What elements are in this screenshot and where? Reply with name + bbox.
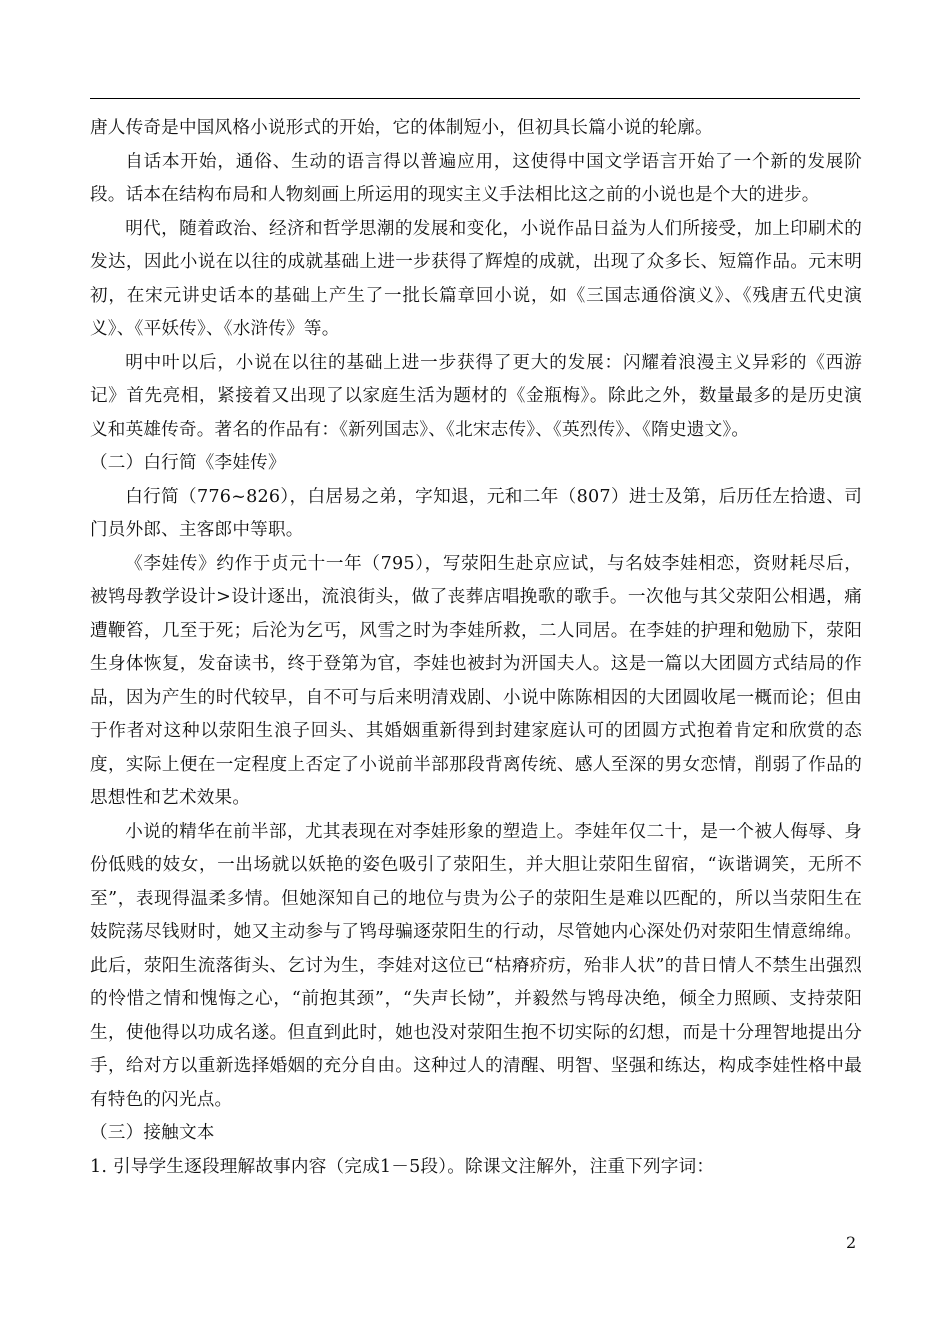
body-text	[90, 112, 862, 1184]
paragraph-li-wa-zhuan-summary: 《李娃传》约作于贞元十一年（795），写荥阳生赴京应试，与名妓李娃相恋，资财耗尽后，被鸨母教学设计>设计逐出，流浪街头，做了丧葬店唱挽歌的歌手。一次他与其父荥阳公相遇，痛遭鞭笞，几至于死；后沦为乞丐，风雪之时为李娃所救，二人同居。在李娃的护理和勉励下，荥阳生身体恢复，发奋读书，终于登第为官，李娃也被封为汧国夫人。这是一篇以大团圆方式结局的作品，因为产生的时代较早，自不可与后来明清戏剧、小说中陈陈相因的大团圆收尾一概而论；但由于作者对这种以荥阳生浪子回头、其婚姻重新得到封建家庭认可的团圆方式抱着肯定和欣赏的态度，实际上便在一定程度上否定了小说前半部那段背离传统、感人至深的男女恋情，削弱了作品的思想性和艺术效果。	[90, 553, 862, 808]
page-number: 2	[846, 1233, 857, 1252]
section-heading-bai-xingjian: （二）白行简《李娃传》	[90, 453, 286, 473]
paragraph-li-wa-character: 小说的精华在前半部，尤其表现在对李娃形象的塑造上。李娃年仅二十，是一个被人侮辱、身份低贱的妓女，一出场就以妖艳的姿色吸引了荥阳生，并大胆让荥阳生留宿，“诙谐调笑，无所不至”，表现得温柔多情。但她深知自己的地位与贵为公子的荥阳生是难以匹配的，所以当荥阳生在妓院荡尽钱财时，她又主动参与了鸨母骗逐荥阳生的行动，尽管她内心深处仍对荥阳生情意绵绵。此后，荥阳生流落街头、乞讨为生，李娃对这位已“枯瘠疥疠，殆非人状”的昔日情人不禁生出强烈的怜惜之情和愧悔之心，“前抱其颈”，“失声长恸”，并毅然与鸨母决绝，倾全力照顾、支持荥阳生，使他得以功成名遂。但直到此时，她也没对荥阳生抱不切实际的幻想，而是十分理智地提出分手，给对方以重新选择婚姻的充分自由。这种过人的清醒、明智、坚强和练达，构成李娃性格中最有特色的闪光点。	[90, 821, 862, 1110]
paragraph-huaben: 自话本开始，通俗、生动的语言得以普遍应用，这使得中国文学语言开始了一个新的发展阶段。话本在结构布局和人物刻画上所运用的现实主义手法相比这之前的小说也是个大的进步。	[90, 151, 862, 205]
header-rule	[90, 98, 860, 99]
paragraph-ming-dynasty: 明代，随着政治、经济和哲学思潮的发展和变化，小说作品日益为人们所接受，加上印刷术的发达，因此小说在以往的成就基础上进一步获得了辉煌的成就，出现了众多长、短篇作品。元末明初，在宋元讲史话本的基础上产生了一批长篇章回小说，如《三国志通俗演义》、《残唐五代史演义》、《平妖传》、《水浒传》等。	[90, 218, 862, 339]
paragraph-tang-chuanqi: 唐人传奇是中国风格小说形式的开始，它的体制短小，但初具长篇小说的轮廓。	[90, 118, 713, 138]
paragraph-bai-xingjian-bio: 白行简（776~826），白居易之弟，字知退，元和二年（807）进士及第，后历任左拾遗、司门员外郎、主客郎中等职。	[90, 486, 862, 540]
paragraph-mid-ming: 明中叶以后，小说在以往的基础上进一步获得了更大的发展：闪耀着浪漫主义异彩的《西游记》首先亮相，紧接着又出现了以家庭生活为题材的《金瓶梅》。除此之外，数量最多的是历史演义和英雄传奇。著名的作品有：《新列国志》、《北宋志传》、《英烈传》、《隋史遗文》。	[90, 352, 862, 440]
list-item-guide-students: 1. 引导学生逐段理解故事内容（完成1－5段）。除课文注解外，注重下列字词：	[90, 1156, 715, 1177]
section-heading-text-contact: （三）接触文本	[90, 1123, 215, 1143]
